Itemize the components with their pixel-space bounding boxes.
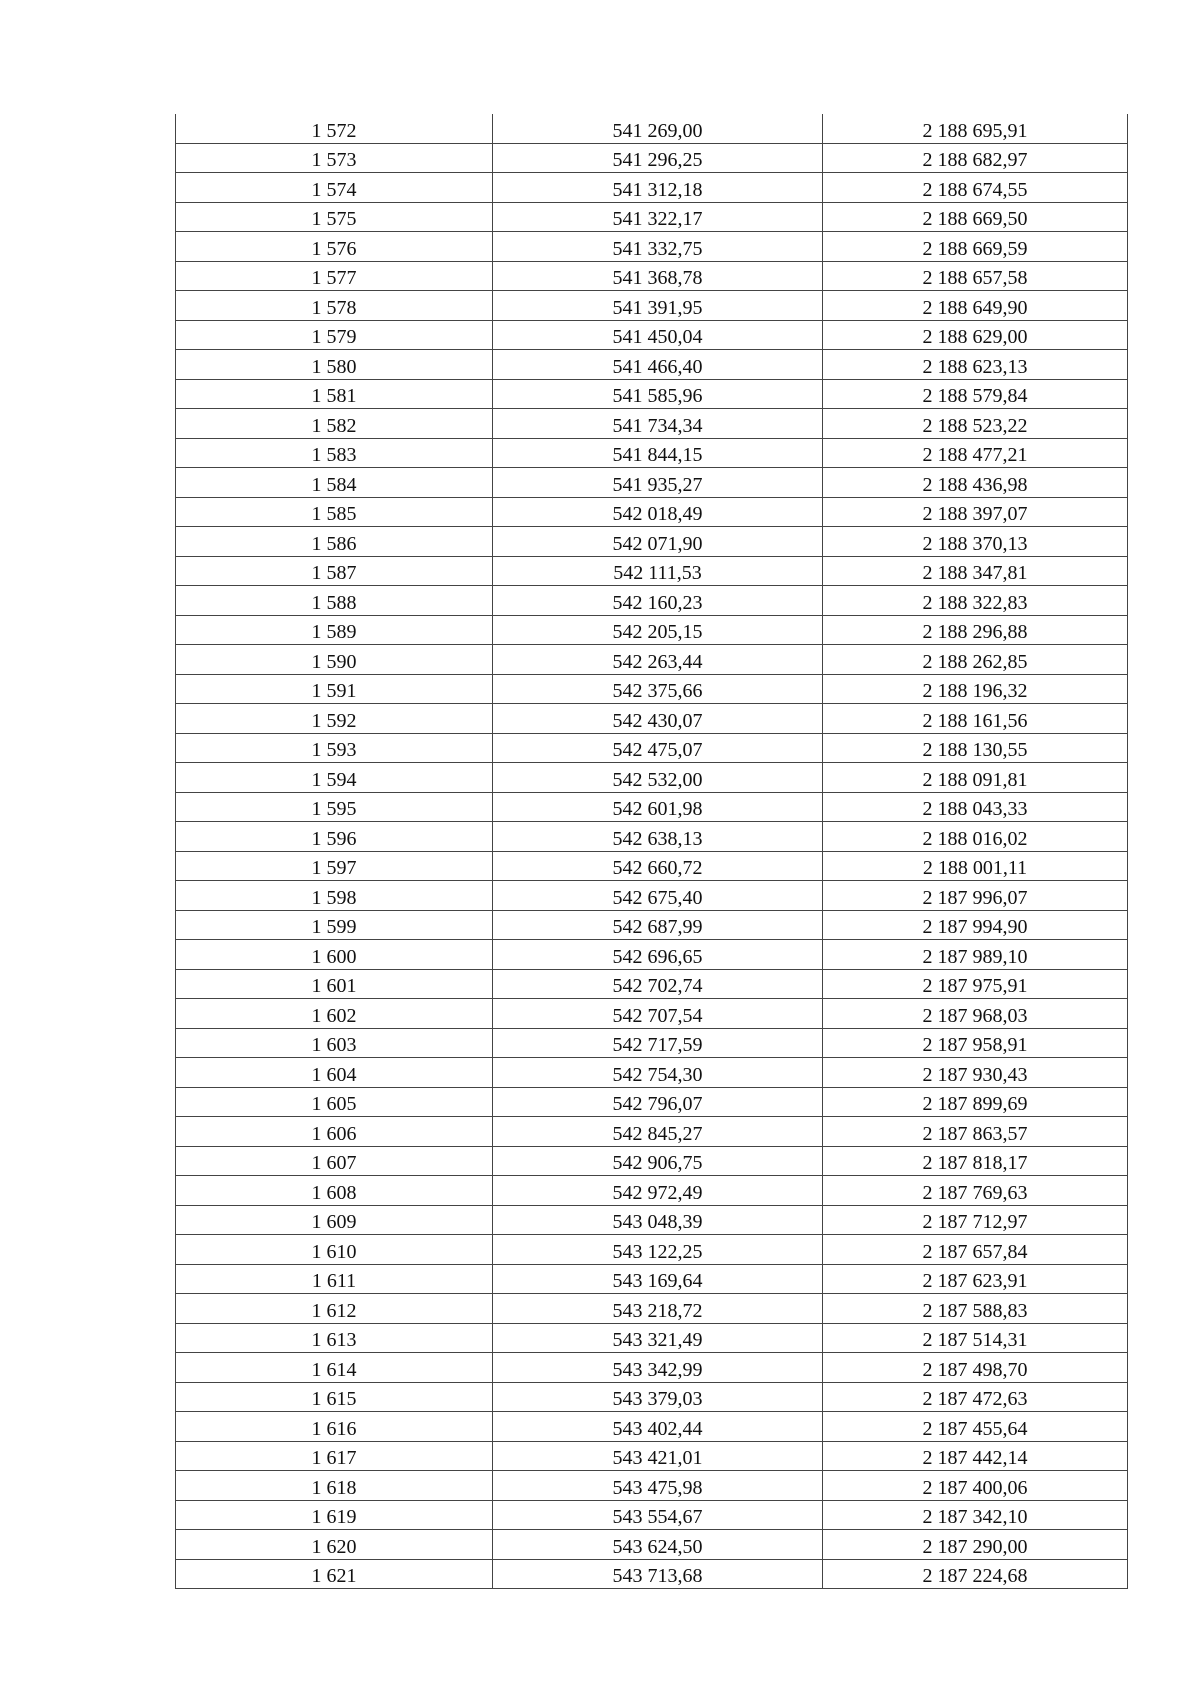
y-coordinate-cell: 2 187 968,03 [823, 999, 1128, 1029]
point-number-cell: 1 600 [176, 940, 493, 970]
x-coordinate-cell: 542 638,13 [493, 822, 823, 852]
point-number-cell: 1 588 [176, 586, 493, 616]
y-coordinate-cell: 2 187 989,10 [823, 940, 1128, 970]
x-coordinate-cell: 543 169,64 [493, 1264, 823, 1294]
x-coordinate-cell: 542 532,00 [493, 763, 823, 793]
x-coordinate-cell: 542 696,65 [493, 940, 823, 970]
point-number-cell: 1 575 [176, 202, 493, 232]
y-coordinate-cell: 2 188 091,81 [823, 763, 1128, 793]
x-coordinate-cell: 542 675,40 [493, 881, 823, 911]
y-coordinate-cell: 2 188 016,02 [823, 822, 1128, 852]
x-coordinate-cell: 543 475,98 [493, 1471, 823, 1501]
point-number-cell: 1 616 [176, 1412, 493, 1442]
table-row [176, 232, 1128, 262]
point-number-cell: 1 580 [176, 350, 493, 380]
y-coordinate-cell: 2 188 674,55 [823, 173, 1128, 203]
point-number-cell: 1 606 [176, 1117, 493, 1147]
table-row [176, 1146, 1128, 1176]
y-coordinate-cell: 2 187 623,91 [823, 1264, 1128, 1294]
y-coordinate-cell: 2 188 161,56 [823, 704, 1128, 734]
table-row [176, 645, 1128, 675]
y-coordinate-cell: 2 187 863,57 [823, 1117, 1128, 1147]
table-row [176, 910, 1128, 940]
point-number-cell: 1 590 [176, 645, 493, 675]
point-number-cell: 1 594 [176, 763, 493, 793]
y-coordinate-cell: 2 187 975,91 [823, 969, 1128, 999]
x-coordinate-cell: 541 269,00 [493, 114, 823, 143]
y-coordinate-cell: 2 187 818,17 [823, 1146, 1128, 1176]
y-coordinate-cell: 2 188 623,13 [823, 350, 1128, 380]
x-coordinate-cell: 542 375,66 [493, 674, 823, 704]
table-row [176, 291, 1128, 321]
point-number-cell: 1 621 [176, 1559, 493, 1589]
x-coordinate-cell: 541 332,75 [493, 232, 823, 262]
point-number-cell: 1 599 [176, 910, 493, 940]
x-coordinate-cell: 541 935,27 [493, 468, 823, 498]
table-row [176, 556, 1128, 586]
y-coordinate-cell: 2 187 442,14 [823, 1441, 1128, 1471]
y-coordinate-cell: 2 187 290,00 [823, 1530, 1128, 1560]
table-row [176, 468, 1128, 498]
y-coordinate-cell: 2 187 498,70 [823, 1353, 1128, 1383]
table-row [176, 881, 1128, 911]
point-number-cell: 1 611 [176, 1264, 493, 1294]
table-row [176, 114, 1128, 143]
x-coordinate-cell: 541 844,15 [493, 438, 823, 468]
coordinates-table-body [176, 114, 1128, 1589]
y-coordinate-cell: 2 187 769,63 [823, 1176, 1128, 1206]
y-coordinate-cell: 2 188 629,00 [823, 320, 1128, 350]
point-number-cell: 1 587 [176, 556, 493, 586]
point-number-cell: 1 572 [176, 114, 493, 143]
table-row [176, 202, 1128, 232]
table-row [176, 822, 1128, 852]
point-number-cell: 1 605 [176, 1087, 493, 1117]
point-number-cell: 1 577 [176, 261, 493, 291]
x-coordinate-cell: 542 845,27 [493, 1117, 823, 1147]
x-coordinate-cell: 543 421,01 [493, 1441, 823, 1471]
x-coordinate-cell: 542 430,07 [493, 704, 823, 734]
point-number-cell: 1 598 [176, 881, 493, 911]
table-row [176, 763, 1128, 793]
y-coordinate-cell: 2 188 322,83 [823, 586, 1128, 616]
x-coordinate-cell: 543 122,25 [493, 1235, 823, 1265]
y-coordinate-cell: 2 187 588,83 [823, 1294, 1128, 1324]
table-row [176, 409, 1128, 439]
x-coordinate-cell: 542 702,74 [493, 969, 823, 999]
point-number-cell: 1 619 [176, 1500, 493, 1530]
point-number-cell: 1 603 [176, 1028, 493, 1058]
table-row [176, 586, 1128, 616]
point-number-cell: 1 604 [176, 1058, 493, 1088]
point-number-cell: 1 579 [176, 320, 493, 350]
x-coordinate-cell: 541 450,04 [493, 320, 823, 350]
x-coordinate-cell: 542 707,54 [493, 999, 823, 1029]
table-row [176, 1205, 1128, 1235]
point-number-cell: 1 589 [176, 615, 493, 645]
x-coordinate-cell: 541 322,17 [493, 202, 823, 232]
y-coordinate-cell: 2 187 400,06 [823, 1471, 1128, 1501]
table-row [176, 350, 1128, 380]
x-coordinate-cell: 542 754,30 [493, 1058, 823, 1088]
table-row [176, 1382, 1128, 1412]
table-row [176, 1235, 1128, 1265]
point-number-cell: 1 574 [176, 173, 493, 203]
table-row [176, 1117, 1128, 1147]
x-coordinate-cell: 542 111,53 [493, 556, 823, 586]
point-number-cell: 1 597 [176, 851, 493, 881]
y-coordinate-cell: 2 188 649,90 [823, 291, 1128, 321]
y-coordinate-cell: 2 188 370,13 [823, 527, 1128, 557]
x-coordinate-cell: 542 906,75 [493, 1146, 823, 1176]
point-number-cell: 1 583 [176, 438, 493, 468]
table-row [176, 615, 1128, 645]
y-coordinate-cell: 2 188 523,22 [823, 409, 1128, 439]
y-coordinate-cell: 2 188 669,50 [823, 202, 1128, 232]
y-coordinate-cell: 2 187 224,68 [823, 1559, 1128, 1589]
y-coordinate-cell: 2 187 342,10 [823, 1500, 1128, 1530]
table-row [176, 1176, 1128, 1206]
x-coordinate-cell: 542 796,07 [493, 1087, 823, 1117]
table-row [176, 1559, 1128, 1589]
x-coordinate-cell: 541 585,96 [493, 379, 823, 409]
y-coordinate-cell: 2 188 669,59 [823, 232, 1128, 262]
point-number-cell: 1 602 [176, 999, 493, 1029]
x-coordinate-cell: 542 660,72 [493, 851, 823, 881]
x-coordinate-cell: 543 713,68 [493, 1559, 823, 1589]
y-coordinate-cell: 2 187 657,84 [823, 1235, 1128, 1265]
x-coordinate-cell: 542 018,49 [493, 497, 823, 527]
point-number-cell: 1 608 [176, 1176, 493, 1206]
table-row [176, 792, 1128, 822]
x-coordinate-cell: 541 312,18 [493, 173, 823, 203]
x-coordinate-cell: 542 263,44 [493, 645, 823, 675]
table-row [176, 1500, 1128, 1530]
table-row [176, 1294, 1128, 1324]
point-number-cell: 1 618 [176, 1471, 493, 1501]
point-number-cell: 1 576 [176, 232, 493, 262]
y-coordinate-cell: 2 187 899,69 [823, 1087, 1128, 1117]
y-coordinate-cell: 2 187 455,64 [823, 1412, 1128, 1442]
y-coordinate-cell: 2 188 436,98 [823, 468, 1128, 498]
y-coordinate-cell: 2 187 958,91 [823, 1028, 1128, 1058]
x-coordinate-cell: 541 466,40 [493, 350, 823, 380]
x-coordinate-cell: 543 218,72 [493, 1294, 823, 1324]
point-number-cell: 1 593 [176, 733, 493, 763]
table-row [176, 969, 1128, 999]
point-number-cell: 1 585 [176, 497, 493, 527]
x-coordinate-cell: 542 071,90 [493, 527, 823, 557]
y-coordinate-cell: 2 188 695,91 [823, 114, 1128, 143]
table-row [176, 851, 1128, 881]
table-row [176, 497, 1128, 527]
table-row [176, 674, 1128, 704]
point-number-cell: 1 613 [176, 1323, 493, 1353]
y-coordinate-cell: 2 188 262,85 [823, 645, 1128, 675]
table-row [176, 320, 1128, 350]
x-coordinate-cell: 541 368,78 [493, 261, 823, 291]
point-number-cell: 1 607 [176, 1146, 493, 1176]
y-coordinate-cell: 2 188 001,11 [823, 851, 1128, 881]
point-number-cell: 1 582 [176, 409, 493, 439]
x-coordinate-cell: 542 205,15 [493, 615, 823, 645]
y-coordinate-cell: 2 188 657,58 [823, 261, 1128, 291]
y-coordinate-cell: 2 187 994,90 [823, 910, 1128, 940]
table-row [176, 1441, 1128, 1471]
table-row [176, 1058, 1128, 1088]
y-coordinate-cell: 2 188 043,33 [823, 792, 1128, 822]
y-coordinate-cell: 2 188 477,21 [823, 438, 1128, 468]
x-coordinate-cell: 543 554,67 [493, 1500, 823, 1530]
point-number-cell: 1 586 [176, 527, 493, 557]
table-row [176, 527, 1128, 557]
point-number-cell: 1 615 [176, 1382, 493, 1412]
y-coordinate-cell: 2 188 579,84 [823, 379, 1128, 409]
x-coordinate-cell: 543 048,39 [493, 1205, 823, 1235]
y-coordinate-cell: 2 188 196,32 [823, 674, 1128, 704]
table-row [176, 1264, 1128, 1294]
y-coordinate-cell: 2 188 347,81 [823, 556, 1128, 586]
table-row [176, 704, 1128, 734]
point-number-cell: 1 581 [176, 379, 493, 409]
table-row [176, 438, 1128, 468]
point-number-cell: 1 573 [176, 143, 493, 173]
y-coordinate-cell: 2 187 514,31 [823, 1323, 1128, 1353]
x-coordinate-cell: 542 160,23 [493, 586, 823, 616]
x-coordinate-cell: 543 624,50 [493, 1530, 823, 1560]
x-coordinate-cell: 543 402,44 [493, 1412, 823, 1442]
point-number-cell: 1 617 [176, 1441, 493, 1471]
y-coordinate-cell: 2 187 472,63 [823, 1382, 1128, 1412]
point-number-cell: 1 612 [176, 1294, 493, 1324]
x-coordinate-cell: 542 717,59 [493, 1028, 823, 1058]
point-number-cell: 1 591 [176, 674, 493, 704]
point-number-cell: 1 584 [176, 468, 493, 498]
point-number-cell: 1 620 [176, 1530, 493, 1560]
x-coordinate-cell: 543 379,03 [493, 1382, 823, 1412]
point-number-cell: 1 595 [176, 792, 493, 822]
point-number-cell: 1 601 [176, 969, 493, 999]
y-coordinate-cell: 2 187 930,43 [823, 1058, 1128, 1088]
table-row [176, 379, 1128, 409]
table-row [176, 940, 1128, 970]
table-row [176, 1412, 1128, 1442]
table-row [176, 1530, 1128, 1560]
point-number-cell: 1 596 [176, 822, 493, 852]
y-coordinate-cell: 2 188 296,88 [823, 615, 1128, 645]
x-coordinate-cell: 542 475,07 [493, 733, 823, 763]
point-number-cell: 1 578 [176, 291, 493, 321]
table-row [176, 261, 1128, 291]
x-coordinate-cell: 543 321,49 [493, 1323, 823, 1353]
y-coordinate-cell: 2 187 712,97 [823, 1205, 1128, 1235]
point-number-cell: 1 592 [176, 704, 493, 734]
x-coordinate-cell: 543 342,99 [493, 1353, 823, 1383]
coordinates-table [175, 114, 1128, 1589]
x-coordinate-cell: 542 601,98 [493, 792, 823, 822]
table-row [176, 143, 1128, 173]
y-coordinate-cell: 2 187 996,07 [823, 881, 1128, 911]
x-coordinate-cell: 541 734,34 [493, 409, 823, 439]
point-number-cell: 1 609 [176, 1205, 493, 1235]
table-row [176, 173, 1128, 203]
x-coordinate-cell: 541 296,25 [493, 143, 823, 173]
table-row [176, 999, 1128, 1029]
x-coordinate-cell: 541 391,95 [493, 291, 823, 321]
table-row [176, 1323, 1128, 1353]
y-coordinate-cell: 2 188 130,55 [823, 733, 1128, 763]
table-row [176, 733, 1128, 763]
table-row [176, 1028, 1128, 1058]
y-coordinate-cell: 2 188 682,97 [823, 143, 1128, 173]
y-coordinate-cell: 2 188 397,07 [823, 497, 1128, 527]
table-row [176, 1471, 1128, 1501]
x-coordinate-cell: 542 687,99 [493, 910, 823, 940]
table-row [176, 1353, 1128, 1383]
x-coordinate-cell: 542 972,49 [493, 1176, 823, 1206]
table-row [176, 1087, 1128, 1117]
point-number-cell: 1 614 [176, 1353, 493, 1383]
point-number-cell: 1 610 [176, 1235, 493, 1265]
